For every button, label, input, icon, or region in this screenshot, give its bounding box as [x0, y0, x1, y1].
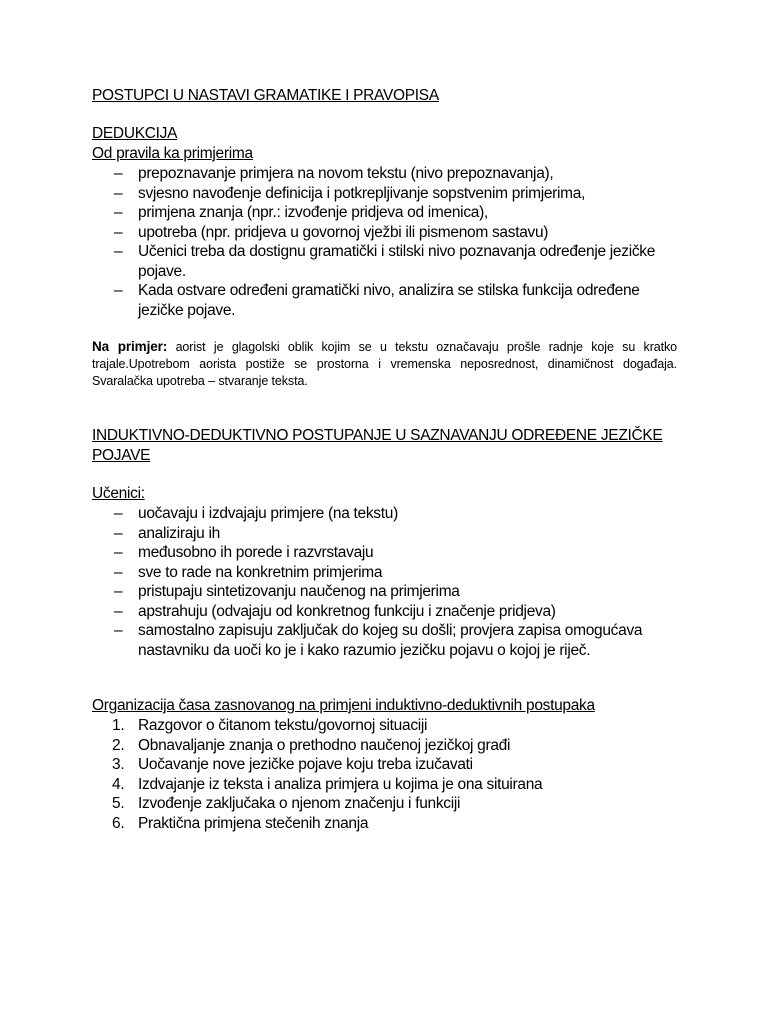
example-text: aorist je glagolski oblik kojim se u tekstu označavaju prošle radnje koje su kratko trajale.Upotrebom aorista postiže se prostorna i vremenska neposrednost, dinamičnost događaja. Svaralačka upotreba – stvaranje teksta.	[92, 340, 677, 388]
document-page	[92, 86, 677, 833]
list-item	[92, 184, 677, 204]
inductive-subheading: Učenici:	[92, 485, 145, 502]
list-item	[92, 755, 677, 775]
dash-bullet: –	[114, 602, 123, 620]
list-item	[92, 716, 677, 736]
dash-bullet: –	[114, 223, 123, 241]
list-item-text: Izvođenje zaključaka o njenom značenju i funkciji	[138, 795, 461, 812]
organization-heading: Organizacija časa zasnovanog na primjeni induktivno-deduktivnih postupaka	[92, 697, 595, 714]
example-paragraph	[92, 338, 677, 390]
list-item	[92, 223, 677, 243]
list-item	[92, 775, 677, 795]
list-number: 5.	[112, 795, 125, 812]
dash-bullet: –	[114, 583, 123, 600]
list-item	[92, 242, 677, 281]
dash-bullet: –	[114, 563, 123, 581]
list-item-text: prepoznavanje primjera na novom tekstu (nivo prepoznavanja),	[138, 165, 554, 182]
dash-bullet: –	[114, 544, 123, 561]
list-item	[92, 164, 677, 184]
dash-bullet: –	[114, 184, 123, 202]
list-number: 6.	[112, 814, 125, 832]
list-item	[92, 794, 677, 814]
list-item-text: primjena znanja (npr.: izvođenje pridjeva od imenica),	[138, 204, 488, 221]
list-item-text: sve to rade na konkretnim primjerima	[138, 563, 383, 581]
list-item-text: analiziraju ih	[138, 524, 220, 542]
dash-bullet: –	[114, 243, 123, 260]
list-item-text: samostalno zapisuju zaključak do kojeg su došli; provjera zapisa omogućava nastavniku da uoči ko je i kako razumio jezičku pojavu o kojoj je riječ.	[138, 622, 643, 659]
dash-bullet: –	[114, 622, 123, 639]
list-item	[92, 602, 677, 622]
list-item	[92, 203, 677, 223]
list-item	[92, 621, 677, 660]
list-item	[92, 524, 677, 544]
list-item-text: svjesno navođenje definicija i potkrepljivanje sopstvenim primjerima,	[138, 184, 586, 202]
list-item-text: Razgovor o čitanom tekstu/govornoj situaciji	[138, 717, 428, 734]
list-item	[92, 814, 677, 834]
dash-bullet: –	[114, 282, 123, 299]
deduction-subheading: Od pravila ka primjerima	[92, 145, 253, 162]
list-item-text: upotreba (npr. pridjeva u govornoj vježbi ili pismenom sastavu)	[138, 223, 549, 241]
document-title: POSTUPCI U NASTAVI GRAMATIKE I PRAVOPISA	[92, 87, 439, 104]
list-item-text: pristupaju sintetizovanju naučenog na primjerima	[138, 583, 460, 600]
list-item	[92, 281, 677, 320]
dash-bullet: –	[114, 524, 123, 542]
list-number: 4.	[112, 775, 125, 793]
list-item-text: Učenici treba da dostignu gramatički i stilski nivo poznavanja određenje jezičke pojave.	[138, 243, 656, 280]
list-number: 2.	[112, 736, 125, 754]
list-item-text: apstrahuju (odvajaju od konkretnog funkciju i značenje pridjeva)	[138, 602, 556, 620]
list-item	[92, 563, 677, 583]
list-item-text: Praktična primjena stečenih znanja	[138, 814, 369, 832]
dash-bullet: –	[114, 505, 123, 522]
list-item-text: Uočavanje nove jezičke pojave koju treba izučavati	[138, 756, 473, 773]
deduction-heading: DEDUKCIJA	[92, 125, 178, 142]
list-item	[92, 504, 677, 524]
list-item-text: Izdvajanje iz teksta i analiza primjera u kojima je ona situirana	[138, 775, 543, 793]
list-number: 1.	[112, 717, 125, 734]
list-item	[92, 543, 677, 563]
example-lead: Na primjer:	[92, 339, 168, 354]
list-item-text: Obnavaljanje znanja o prethodno naučenoj jezičkoj građi	[138, 736, 511, 754]
list-item-text: Kada ostvare određeni gramatički nivo, analizira se stilska funkcija određene jezičke pojave.	[138, 282, 640, 319]
organization-list	[92, 716, 677, 833]
inductive-list	[92, 504, 677, 660]
list-item-text: uočavaju i izdvajaju primjere (na tekstu)	[138, 505, 398, 522]
dash-bullet: –	[114, 165, 123, 182]
list-item	[92, 736, 677, 756]
list-item	[92, 582, 677, 602]
list-item-text: međusobno ih porede i razvrstavaju	[138, 544, 374, 561]
inductive-heading: INDUKTIVNO-DEDUKTIVNO POSTUPANJE U SAZNAVANJU ODREĐENE JEZIČKE POJAVE	[92, 427, 663, 464]
deduction-list	[92, 164, 677, 320]
list-number: 3.	[112, 756, 125, 773]
dash-bullet: –	[114, 204, 123, 221]
